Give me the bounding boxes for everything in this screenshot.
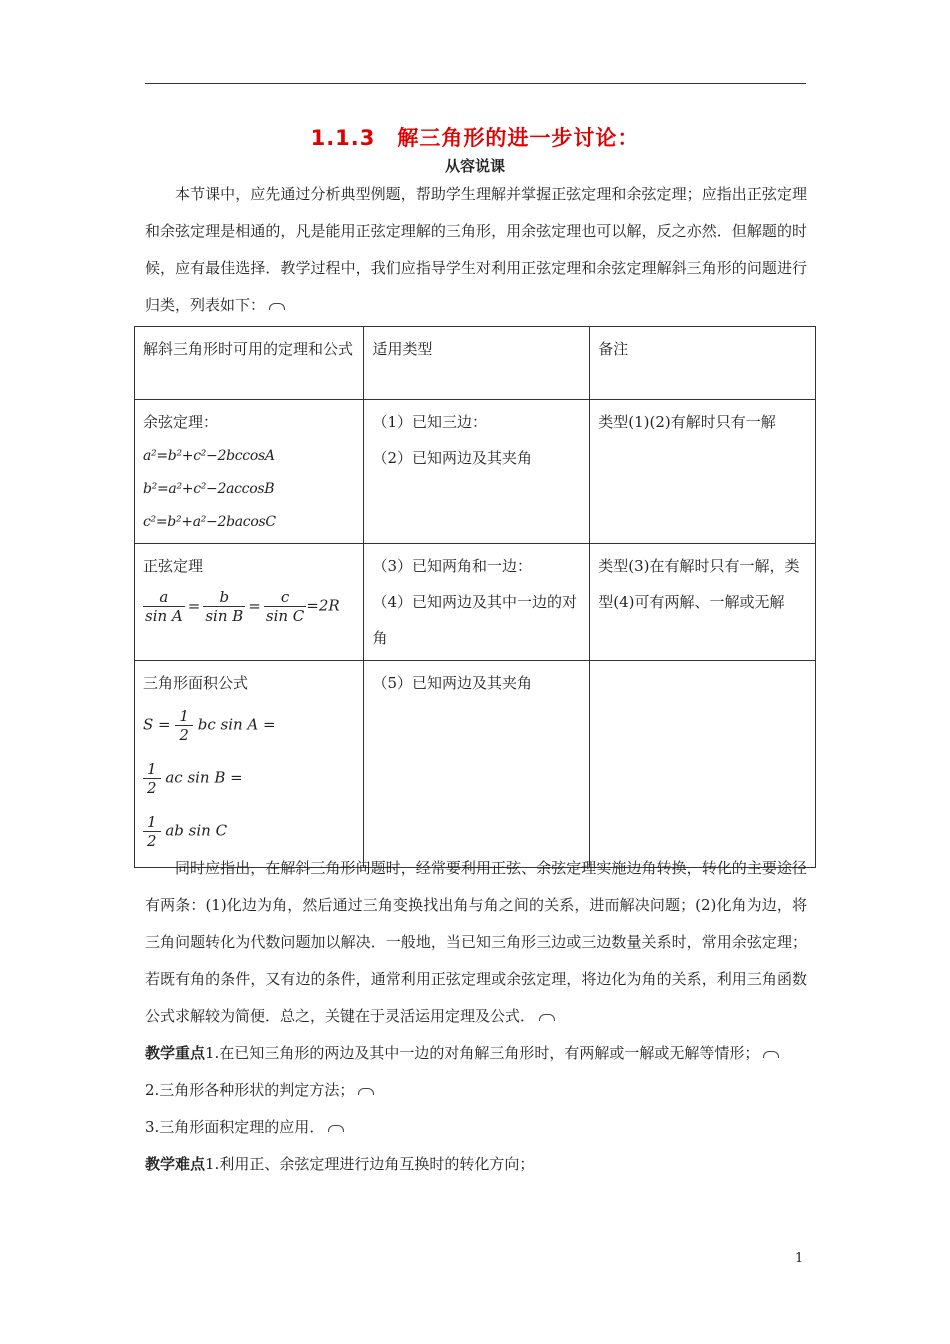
edit-mark-icon bbox=[539, 1014, 555, 1021]
edit-mark-icon bbox=[328, 1125, 344, 1132]
cosine-law-cell bbox=[135, 400, 364, 544]
area-formula-3: $\frac{1}{2}$ ab sin C bbox=[143, 813, 355, 850]
table-row bbox=[135, 544, 816, 661]
summary-paragraph bbox=[145, 850, 807, 1035]
cosine-note-cell: 类型(1)(2)有解时只有一解 bbox=[590, 400, 816, 544]
type-5: （5）已知两边及其夹角 bbox=[372, 674, 532, 692]
intro-text: 本节课中，应先通过分析典型例题，帮助学生理解并掌握正弦定理和余弦定理；应指出正弦定理和余弦定理是相通的，凡是能用正弦定理解的三角形，用余弦定理也可以解，反之亦然．但解题的时候，应有最佳选择．教学过程中，我们应指导学生对利用正弦定理和余弦定理解斜三角形的问题进行归类，列表如下： bbox=[145, 185, 807, 314]
page-number: 1 bbox=[795, 1251, 804, 1266]
key-points-label: 教学重点 bbox=[145, 1044, 206, 1062]
cosine-type-cell bbox=[364, 400, 590, 544]
sine-law-cell bbox=[135, 544, 364, 661]
header-theorem: 解斜三角形时可用的定理和公式 bbox=[135, 327, 364, 400]
cosine-formula-b: b²=a²+c²−2accosB bbox=[143, 481, 275, 497]
area-formula-2: $\frac{1}{2}$ ac sin B = bbox=[143, 760, 355, 797]
cosine-law-label: 余弦定理： bbox=[143, 413, 219, 431]
table-row bbox=[135, 400, 816, 544]
type-4: （4）已知两边及其中一边的对角 bbox=[372, 593, 577, 647]
sine-frac-a: $\frac{a}{\text{sin A}}$ bbox=[145, 588, 183, 625]
edit-mark-icon bbox=[269, 303, 285, 310]
edit-mark-icon bbox=[358, 1088, 374, 1095]
type-3: （3）已知两角和一边： bbox=[372, 557, 532, 575]
sine-frac-b: $\frac{b}{\text{sin B}}$ bbox=[205, 588, 244, 625]
table-header-row bbox=[135, 327, 816, 400]
page-title: 1.1.3 解三角形的进一步讨论： bbox=[310, 126, 640, 150]
area-note-cell bbox=[590, 661, 816, 868]
header-type: 适用类型 bbox=[364, 327, 590, 400]
sine-law-label: 正弦定理 bbox=[143, 557, 204, 575]
difficulty-1: 1.利用正、余弦定理进行边角互换时的转化方向； bbox=[205, 1155, 535, 1173]
header-rule bbox=[145, 83, 806, 84]
type-2: （2）已知两边及其夹角 bbox=[372, 449, 532, 467]
header-note: 备注 bbox=[590, 327, 816, 400]
area-formula-label: 三角形面积公式 bbox=[143, 674, 249, 692]
table-row bbox=[135, 661, 816, 868]
sine-type-cell bbox=[364, 544, 590, 661]
summary-text: 同时应指出，在解斜三角形问题时，经常要利用正弦、余弦定理实施边角转换，转化的主要途径有两条：(1)化边为角，然后通过三角变换找出角与角之间的关系，进而解决问题；(2)化角为边，将三角问题转化为代数问题加以解决．一般地，当已知三角形三边或三边数量关系时，常用余弦定理；若既有角的条件，又有边的条件，通常利用正弦定理或余弦定理，将边化为角的关系，利用三角函数公式求解较为简便．总之，关键在于灵活运用定理及公式． bbox=[145, 859, 807, 1025]
area-formula-1: S = $\frac{1}{2}$ bc sin A = bbox=[143, 707, 276, 744]
area-formula-cell bbox=[135, 661, 364, 868]
edit-mark-icon bbox=[763, 1051, 779, 1058]
key-points-block bbox=[145, 1035, 807, 1183]
cosine-formula-a: a²=b²+c²−2bccosA bbox=[143, 448, 275, 464]
type-1: （1）已知三边： bbox=[372, 413, 487, 431]
sine-law-formula: $\frac{a}{\text{sin A}}$ = $\frac{b}{\text{sin B}}$ = $\frac{c}{\text{sin C}}$ =2R bbox=[145, 588, 340, 625]
theorem-table bbox=[134, 326, 816, 868]
sine-note-cell: 类型(3)在有解时只有一解，类型(4)可有两解、一解或无解 bbox=[590, 544, 816, 661]
cosine-formula-c: c²=b²+a²−2bacosC bbox=[143, 514, 276, 530]
key-point-3: 3.三角形面积定理的应用． bbox=[145, 1118, 325, 1136]
key-point-1: 1.在已知三角形的两边及其中一边的对角解三角形时，有两解或一解或无解等情形； bbox=[205, 1044, 760, 1062]
difficulty-label: 教学难点 bbox=[145, 1155, 206, 1173]
sine-frac-c: $\frac{c}{\text{sin C}}$ bbox=[265, 588, 305, 625]
key-point-2: 2.三角形各种形状的判定方法； bbox=[145, 1081, 355, 1099]
area-type-cell bbox=[364, 661, 590, 868]
page-subtitle: 从容说课 bbox=[444, 157, 505, 175]
intro-paragraph bbox=[145, 176, 807, 324]
